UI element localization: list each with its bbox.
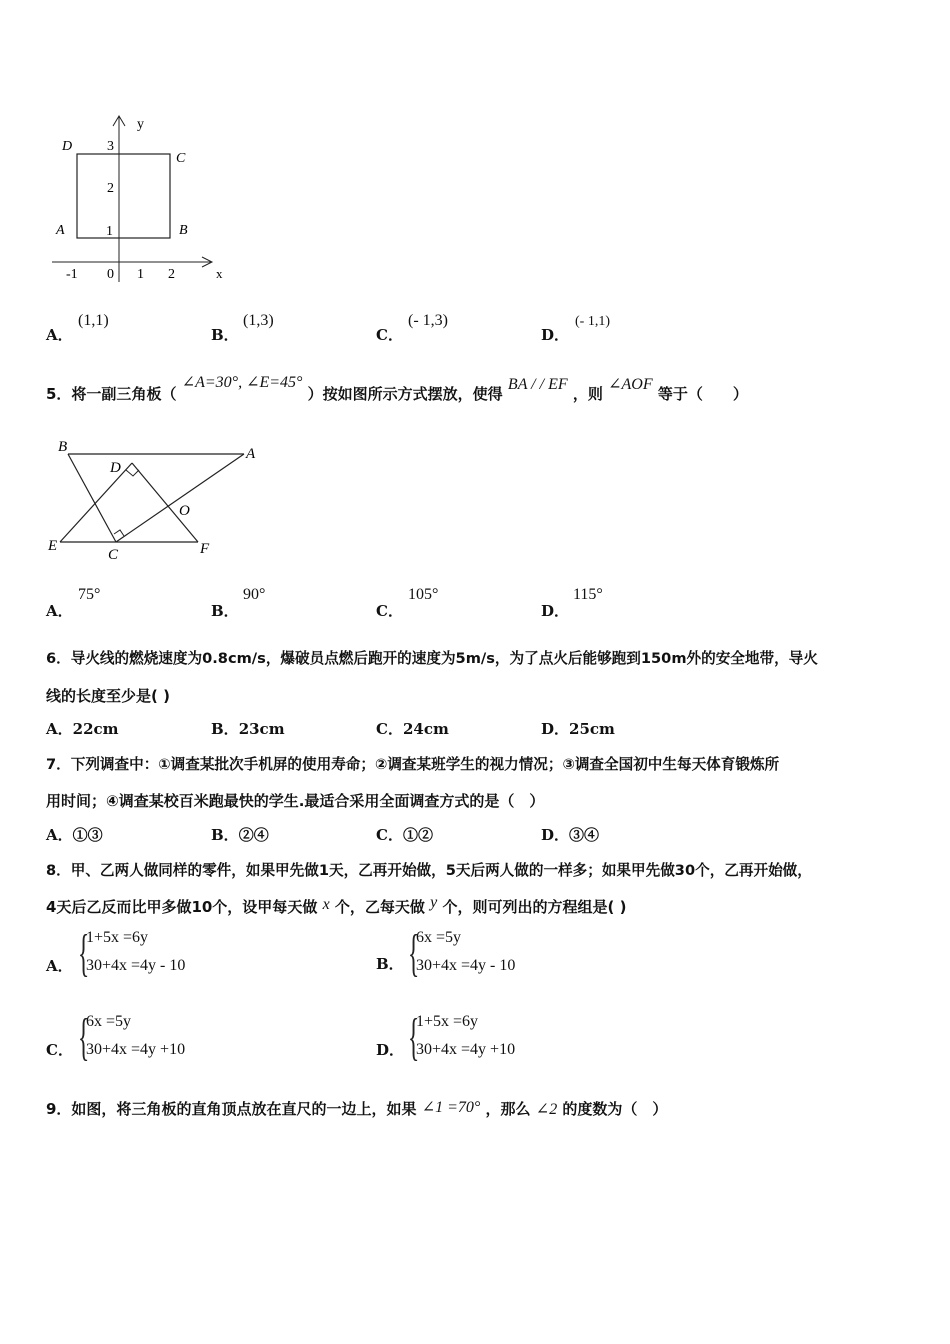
option-letter: B． [376, 955, 404, 973]
q9-angle2: ∠2 [535, 1101, 558, 1118]
label-a: A [246, 446, 256, 462]
q4-option-c[interactable] [376, 312, 448, 345]
x-tick-0: 0 [107, 267, 114, 282]
q8-var-x: x [322, 896, 330, 913]
q5-text-c: ，则 [572, 385, 603, 403]
label-b: B [58, 439, 68, 455]
equation-1: 1+5x =6y [416, 1013, 479, 1030]
option-value: 75° [78, 586, 101, 603]
option-letter: B． [211, 326, 239, 344]
equation-2: 30+4x =4y +10 [86, 1041, 186, 1058]
q5-parallel: BA / / EF [507, 376, 568, 393]
option-letter: D． [541, 720, 570, 738]
q8-var-y: y [430, 894, 438, 911]
q8-option-c[interactable] [46, 1009, 346, 1068]
q5-text-b: ）按如图所示方式摆放，使得 [307, 385, 503, 403]
y-axis-label: y [137, 117, 144, 132]
option-letter: A． [46, 826, 73, 844]
label-o: O [179, 503, 190, 519]
q4-option-b[interactable] [211, 312, 274, 345]
option-value: 22cm [72, 720, 119, 738]
x-tick-2: 2 [168, 267, 175, 282]
q7-option-a[interactable] [46, 824, 103, 845]
q8-option-d[interactable] [376, 1009, 676, 1068]
option-letter: C． [376, 602, 403, 620]
q6-stem-line1: 6．导火线的燃烧速度为0.8cm/s，爆破员点燃后跑开的速度为5m/s，为了点火后能够跑到150m外的安全地带，导火 [46, 650, 818, 667]
q4-option-d[interactable] [541, 314, 610, 345]
option-value: ①② [402, 826, 433, 844]
q6-stem-line2: 线的长度至少是( ) [46, 687, 170, 705]
x-tick-1: 1 [137, 267, 144, 282]
line-b-c [68, 454, 116, 542]
q8-stem-line2 [46, 896, 626, 917]
x-axis-label: x [216, 266, 223, 281]
option-letter: B． [211, 826, 239, 844]
option-value: ③④ [569, 826, 600, 844]
system-brace: { [408, 925, 420, 982]
equation-2: 30+4x =4y - 10 [86, 957, 186, 974]
option-letter: B． [211, 602, 239, 620]
option-letter: A． [46, 957, 73, 975]
equation-2: 30+4x =4y - 10 [416, 957, 516, 974]
option-value: 105° [408, 586, 439, 603]
option-value: (- 1,1) [575, 314, 610, 329]
equation-1: 1+5x =6y [86, 929, 149, 946]
option-letter: C． [376, 826, 403, 844]
option-letter: A． [46, 602, 73, 620]
label-f: F [200, 541, 210, 557]
option-value: (1,3) [243, 312, 274, 329]
point-a-label: A [56, 223, 65, 238]
option-value: ①③ [72, 826, 103, 844]
y-tick-2: 2 [107, 181, 114, 196]
right-angle-d [126, 470, 139, 476]
q9-angle1: ∠1 =70° [421, 1099, 481, 1116]
q5-option-c[interactable] [376, 586, 439, 621]
option-value: 25cm [569, 720, 615, 738]
option-value: 23cm [238, 720, 285, 738]
point-d-label: D [62, 139, 73, 154]
q8-text-a: 4天后乙反而比甲多做10个，设甲每天做 [46, 898, 318, 916]
q8-option-b[interactable] [376, 925, 676, 984]
q8-stem-line1: 8．甲、乙两人做同样的零件，如果甲先做1天，乙再开始做，5天后两人做的一样多；如果甲先做30个，乙再开始做， [46, 862, 812, 879]
label-c: C [108, 547, 119, 563]
label-d: D [110, 460, 121, 476]
system-brace: { [78, 925, 90, 982]
q7-stem-line1: 7．下列调查中：①调查某批次手机屏的使用寿命；②调查某班学生的视力情况；③调查全国初中生每天体育锻炼所 [46, 756, 780, 773]
q8-text-b: 个，乙每天做 [334, 898, 425, 916]
q9-text-b: ，那么 [485, 1100, 531, 1118]
y-tick-3: 3 [107, 139, 114, 154]
system-brace: { [408, 1009, 420, 1066]
option-letter: D． [541, 826, 570, 844]
q5-text-a: 5．将一副三角板（ [46, 385, 177, 403]
q6-option-b[interactable] [211, 718, 285, 739]
option-value: (- 1,3) [408, 312, 448, 329]
option-value: ②④ [238, 826, 269, 844]
q6-option-c[interactable] [376, 718, 449, 739]
option-value: (1,1) [78, 312, 109, 329]
q6-option-a[interactable] [46, 718, 119, 739]
equation-1: 6x =5y [86, 1013, 132, 1030]
q8-text-c: 个，则可列出的方程组是( ) [442, 898, 627, 916]
right-angle-c [114, 530, 124, 536]
q9-stem [46, 1098, 667, 1119]
x-tick-neg1: -1 [66, 267, 78, 282]
option-letter: A． [46, 326, 73, 344]
q5-text-d: 等于（ ） [657, 385, 748, 403]
option-letter: D． [376, 1041, 405, 1059]
option-value: 115° [573, 586, 603, 603]
q4-coordinate-figure [48, 112, 238, 287]
q5-triangle-figure [46, 432, 266, 564]
q6-option-d[interactable] [541, 718, 615, 739]
q7-option-b[interactable] [211, 824, 269, 845]
q8-option-a[interactable] [46, 925, 346, 984]
y-tick-1: 1 [106, 224, 113, 239]
point-b-label: B [179, 223, 188, 238]
option-letter: A． [46, 720, 73, 738]
q5-condition: ∠A=30°, ∠E=45° [181, 374, 303, 391]
q5-stem [46, 374, 748, 404]
point-c-label: C [176, 151, 186, 166]
q5-option-a[interactable] [46, 586, 101, 621]
square-abcd [77, 154, 170, 238]
q5-option-b[interactable] [211, 586, 266, 621]
q5-option-d[interactable] [541, 586, 603, 621]
option-letter: D． [541, 326, 570, 344]
option-letter: D． [541, 602, 570, 620]
label-e: E [48, 538, 58, 554]
q9-text-a: 9．如图，将三角板的直角顶点放在直尺的一边上，如果 [46, 1100, 417, 1118]
equation-1: 6x =5y [416, 929, 462, 946]
q4-option-a[interactable] [46, 312, 109, 345]
equation-2: 30+4x =4y +10 [416, 1041, 516, 1058]
option-value: 90° [243, 586, 266, 603]
q5-angle: ∠AOF [608, 376, 653, 393]
option-letter: B． [211, 720, 239, 738]
option-letter: C． [376, 720, 403, 738]
option-letter: C． [376, 326, 403, 344]
option-value: 24cm [402, 720, 449, 738]
q9-text-c: 的度数为（ ） [562, 1100, 668, 1118]
q7-stem-line2: 用时间；④调查某校百米跑最快的学生.最适合采用全面调查方式的是（ ） [46, 792, 545, 810]
option-letter: C． [46, 1041, 73, 1059]
system-brace: { [78, 1009, 90, 1066]
q7-option-c[interactable] [376, 824, 433, 845]
line-e-d [60, 463, 132, 542]
q7-option-d[interactable] [541, 824, 599, 845]
